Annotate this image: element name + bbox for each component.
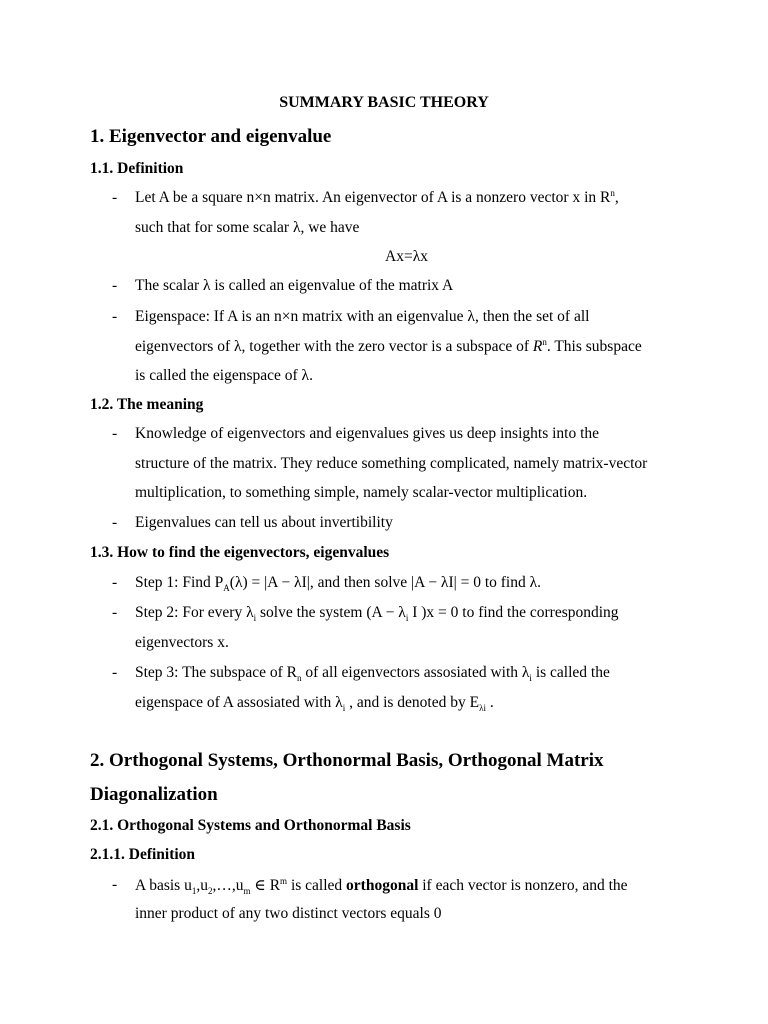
eigenspace-bullet-line-3: is called the eigenspace of λ. <box>135 367 313 384</box>
subscript: i <box>253 613 257 624</box>
subscript: i <box>529 673 532 684</box>
subscript: λi <box>479 703 486 714</box>
text-fragment: eigenvectors of λ, together with the zero vector is a subspace of <box>135 338 533 355</box>
bullet-dash: - <box>112 664 118 681</box>
text-fragment: ∈ R <box>250 877 281 894</box>
bullet-dash: - <box>112 514 118 531</box>
superscript: n <box>610 187 615 198</box>
text-fragment: Let A be a square n×n matrix. An eigenvector of A is a nonzero vector x in R <box>135 189 611 206</box>
text-fragment: is called the <box>531 664 610 681</box>
section-2-heading-line-2: Diagonalization <box>90 784 218 805</box>
bullet-dash: - <box>112 308 118 325</box>
eigenspace-bullet-line-2 <box>135 338 642 356</box>
text-fragment: eigenspace of A assosiated with λ <box>135 694 343 711</box>
bullet-dash: - <box>112 604 118 621</box>
text-fragment: ,u <box>196 877 208 894</box>
eigenspace-bullet-line-1: Eigenspace: If A is an n×n matrix with an eigenvalue λ, then the set of all <box>135 308 590 325</box>
section-2-1-1-heading: 2.1.1. Definition <box>90 846 196 863</box>
text-fragment: Step 3: The subspace of R <box>135 664 298 681</box>
definition-bullet-2: The scalar λ is called an eigenvalue of the matrix A <box>135 277 454 294</box>
subscript: m <box>243 886 251 897</box>
text-fragment: of all eigenvectors assosiated with λ <box>301 664 530 681</box>
subscript: 2 <box>207 886 213 897</box>
superscript: n <box>542 336 547 347</box>
text-fragment: I )x = 0 to find the corresponding <box>408 604 619 621</box>
meaning-bullet-1-line-1: Knowledge of eigenvectors and eigenvalues gives us deep insights into the <box>135 425 600 442</box>
meaning-bullet-1-line-3: multiplication, to something simple, namely scalar-vector multiplication. <box>135 484 588 501</box>
step-3 <box>135 664 610 682</box>
orthogonal-definition-line-1 <box>135 876 628 895</box>
section-1-1-heading: 1.1. Definition <box>90 160 184 177</box>
section-2-1-heading: 2.1. Orthogonal Systems and Orthonormal Basis <box>90 817 411 834</box>
bold-term-orthogonal: orthogonal <box>346 877 419 894</box>
text-fragment: Step 2: For every λ <box>135 604 254 621</box>
text-fragment: , and is denoted by E <box>345 694 480 711</box>
text-fragment: A basis u <box>135 877 192 894</box>
subscript: n <box>297 673 302 684</box>
text-fragment: if each vector is nonzero, and the <box>418 877 628 894</box>
subscript: A <box>223 583 230 594</box>
bullet-dash: - <box>112 425 118 442</box>
document-title: SUMMARY BASIC THEORY <box>279 94 489 111</box>
definition-bullet-1-line-2: such that for some scalar λ, we have <box>135 219 360 236</box>
bullet-dash: - <box>112 876 118 893</box>
definition-bullet-1 <box>135 189 619 207</box>
text-fragment: Step 1: Find P <box>135 574 224 591</box>
text-fragment: . This subspace <box>546 338 642 355</box>
section-2-heading-line-1: 2. Orthogonal Systems, Orthonormal Basis, Orthogonal Matrix <box>90 750 604 771</box>
text-fragment: , <box>614 189 619 206</box>
orthogonal-definition-line-2: inner product of any two distinct vectors equals 0 <box>135 905 442 922</box>
step-2 <box>135 604 619 622</box>
bullet-dash: - <box>112 574 118 591</box>
subscript: 1 <box>191 886 197 897</box>
italic-r: R <box>532 338 543 355</box>
step-2-line-2: eigenvectors x. <box>135 634 229 651</box>
step-3-line-2 <box>135 694 494 712</box>
section-1-3-heading: 1.3. How to find the eigenvectors, eigenvalues <box>90 544 390 561</box>
section-1-2-heading: 1.2. The meaning <box>90 396 204 413</box>
text-fragment: . <box>485 694 494 711</box>
bullet-dash: - <box>112 277 118 294</box>
eigen-equation: Ax=λx <box>385 248 428 265</box>
section-1-heading: 1. Eigenvector and eigenvalue <box>90 126 332 147</box>
meaning-bullet-2: Eigenvalues can tell us about invertibility <box>135 514 393 531</box>
subscript: i <box>405 613 409 624</box>
text-fragment: ,…,u <box>212 877 244 894</box>
bullet-dash: - <box>112 189 118 206</box>
text-fragment: is called <box>287 877 347 894</box>
step-1 <box>135 574 541 592</box>
subscript: i <box>342 703 346 714</box>
text-fragment: (λ) = |A − λI|, and then solve |A − λI| = 0 to find λ. <box>229 574 541 591</box>
superscript: m <box>280 875 288 886</box>
meaning-bullet-1-line-2: structure of the matrix. They reduce something complicated, namely matrix-vector <box>135 455 648 472</box>
text-fragment: solve the system (A − λ <box>256 604 406 621</box>
